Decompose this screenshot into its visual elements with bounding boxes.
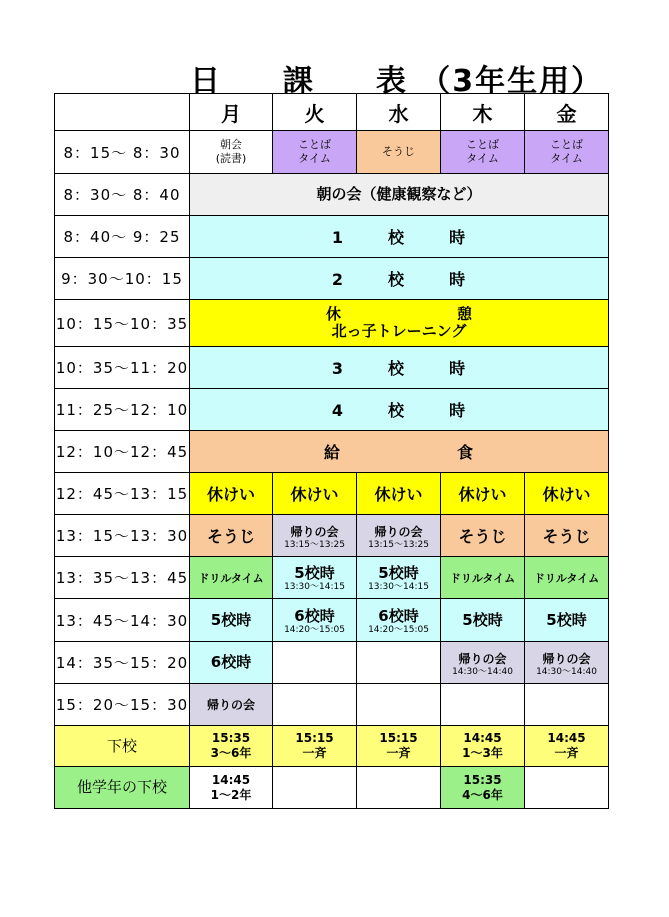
- period-cell: そうじ: [525, 515, 609, 557]
- table-row: [55, 557, 609, 599]
- time-cell: 15：20〜15：30: [55, 684, 190, 726]
- timetable: [54, 93, 609, 809]
- period-cell: 給 食: [190, 431, 609, 473]
- time-cell: 12：45〜13：15: [55, 473, 190, 515]
- period-cell: ことば タイム: [525, 131, 609, 174]
- period-cell: 休けい: [273, 473, 357, 515]
- empty-cell: [273, 684, 357, 726]
- day-header: 月: [190, 94, 273, 131]
- period-cell: 休けい: [441, 473, 525, 515]
- dismissal-cell: 15:15 一斉: [357, 726, 441, 767]
- period-cell: 朝の会（健康観察など）: [190, 174, 609, 216]
- empty-cell: [357, 684, 441, 726]
- period-cell: 5校時: [190, 599, 273, 642]
- time-cell: 11：25〜12：10: [55, 389, 190, 431]
- dismissal-cell: 15:35 3〜6年: [190, 726, 273, 767]
- corner-cell: [55, 94, 190, 131]
- period-cell: 5校時 13:30〜14:15: [273, 557, 357, 599]
- table-row: [55, 174, 609, 216]
- period-cell: 3 校 時: [190, 347, 609, 389]
- day-header: 火: [273, 94, 357, 131]
- empty-cell: [357, 642, 441, 684]
- period-cell: 朝会 (読書): [190, 131, 273, 174]
- table-row: [55, 347, 609, 389]
- day-header: 水: [357, 94, 441, 131]
- period-cell: 帰りの会 13:15〜13:25: [273, 515, 357, 557]
- period-cell: 5校時: [525, 599, 609, 642]
- title-char: 表: [375, 64, 408, 99]
- time-cell: 10：35〜11：20: [55, 347, 190, 389]
- page-title: [190, 56, 604, 99]
- time-cell: 13：35〜13：45: [55, 557, 190, 599]
- empty-cell: [525, 684, 609, 726]
- period-cell: 休けい: [357, 473, 441, 515]
- table-row: [55, 684, 609, 726]
- period-cell: 休けい: [525, 473, 609, 515]
- period-cell: ドリルタイム: [525, 557, 609, 599]
- period-cell: 1 校 時: [190, 216, 609, 258]
- dismissal-label: 下校: [55, 726, 190, 767]
- table-row: [55, 300, 609, 347]
- table-row: [55, 473, 609, 515]
- period-cell: そうじ: [190, 515, 273, 557]
- empty-cell: [273, 767, 357, 809]
- other-grade-cell: 15:35 4〜6年: [441, 767, 525, 809]
- period-cell: 4 校 時: [190, 389, 609, 431]
- other-grade-label: 他学年の下校: [55, 767, 190, 809]
- table-row: [55, 216, 609, 258]
- period-cell: そうじ: [357, 131, 441, 174]
- day-header: 金: [525, 94, 609, 131]
- period-cell: そうじ: [441, 515, 525, 557]
- table-row: [55, 642, 609, 684]
- empty-cell: [441, 684, 525, 726]
- dismissal-cell: 15:15 一斉: [273, 726, 357, 767]
- other-grade-row: [55, 767, 609, 809]
- time-cell: 8：15〜 8：30: [55, 131, 190, 174]
- time-cell: 14：35〜15：20: [55, 642, 190, 684]
- period-cell: 休 憩 北っ子トレーニング: [190, 300, 609, 347]
- table-row: [55, 431, 609, 473]
- period-cell: ことば タイム: [273, 131, 357, 174]
- period-cell: 6校時: [190, 642, 273, 684]
- period-cell: ドリルタイム: [441, 557, 525, 599]
- time-cell: 13：15〜13：30: [55, 515, 190, 557]
- dismissal-row: [55, 726, 609, 767]
- period-cell: 2 校 時: [190, 258, 609, 300]
- title-char: （3年生用）: [420, 64, 604, 99]
- header-row: [55, 94, 609, 131]
- dismissal-cell: 14:45 一斉: [525, 726, 609, 767]
- empty-cell: [273, 642, 357, 684]
- time-cell: 9：30〜10：15: [55, 258, 190, 300]
- period-cell: 5校時 13:30〜14:15: [357, 557, 441, 599]
- day-header: 木: [441, 94, 525, 131]
- table-row: [55, 131, 609, 174]
- dismissal-cell: 14:45 1〜3年: [441, 726, 525, 767]
- title-char: 課: [282, 64, 315, 99]
- period-cell: 休けい: [190, 473, 273, 515]
- table-row: [55, 258, 609, 300]
- table-row: [55, 599, 609, 642]
- empty-cell: [525, 767, 609, 809]
- empty-cell: [357, 767, 441, 809]
- period-cell: 帰りの会 14:30〜14:40: [525, 642, 609, 684]
- time-cell: 8：40〜 9：25: [55, 216, 190, 258]
- table-row: [55, 389, 609, 431]
- other-grade-cell: 14:45 1〜2年: [190, 767, 273, 809]
- period-cell: 帰りの会: [190, 684, 273, 726]
- period-cell: 帰りの会 14:30〜14:40: [441, 642, 525, 684]
- time-cell: 10：15〜10：35: [55, 300, 190, 347]
- period-cell: ドリルタイム: [190, 557, 273, 599]
- period-cell: 6校時 14:20〜15:05: [273, 599, 357, 642]
- title-char: 日: [190, 64, 222, 99]
- period-cell: 6校時 14:20〜15:05: [357, 599, 441, 642]
- period-cell: ことば タイム: [441, 131, 525, 174]
- time-cell: 13：45〜14：30: [55, 599, 190, 642]
- period-cell: 帰りの会 13:15〜13:25: [357, 515, 441, 557]
- time-cell: 8：30〜 8：40: [55, 174, 190, 216]
- period-cell: 5校時: [441, 599, 525, 642]
- time-cell: 12：10〜12：45: [55, 431, 190, 473]
- table-row: [55, 515, 609, 557]
